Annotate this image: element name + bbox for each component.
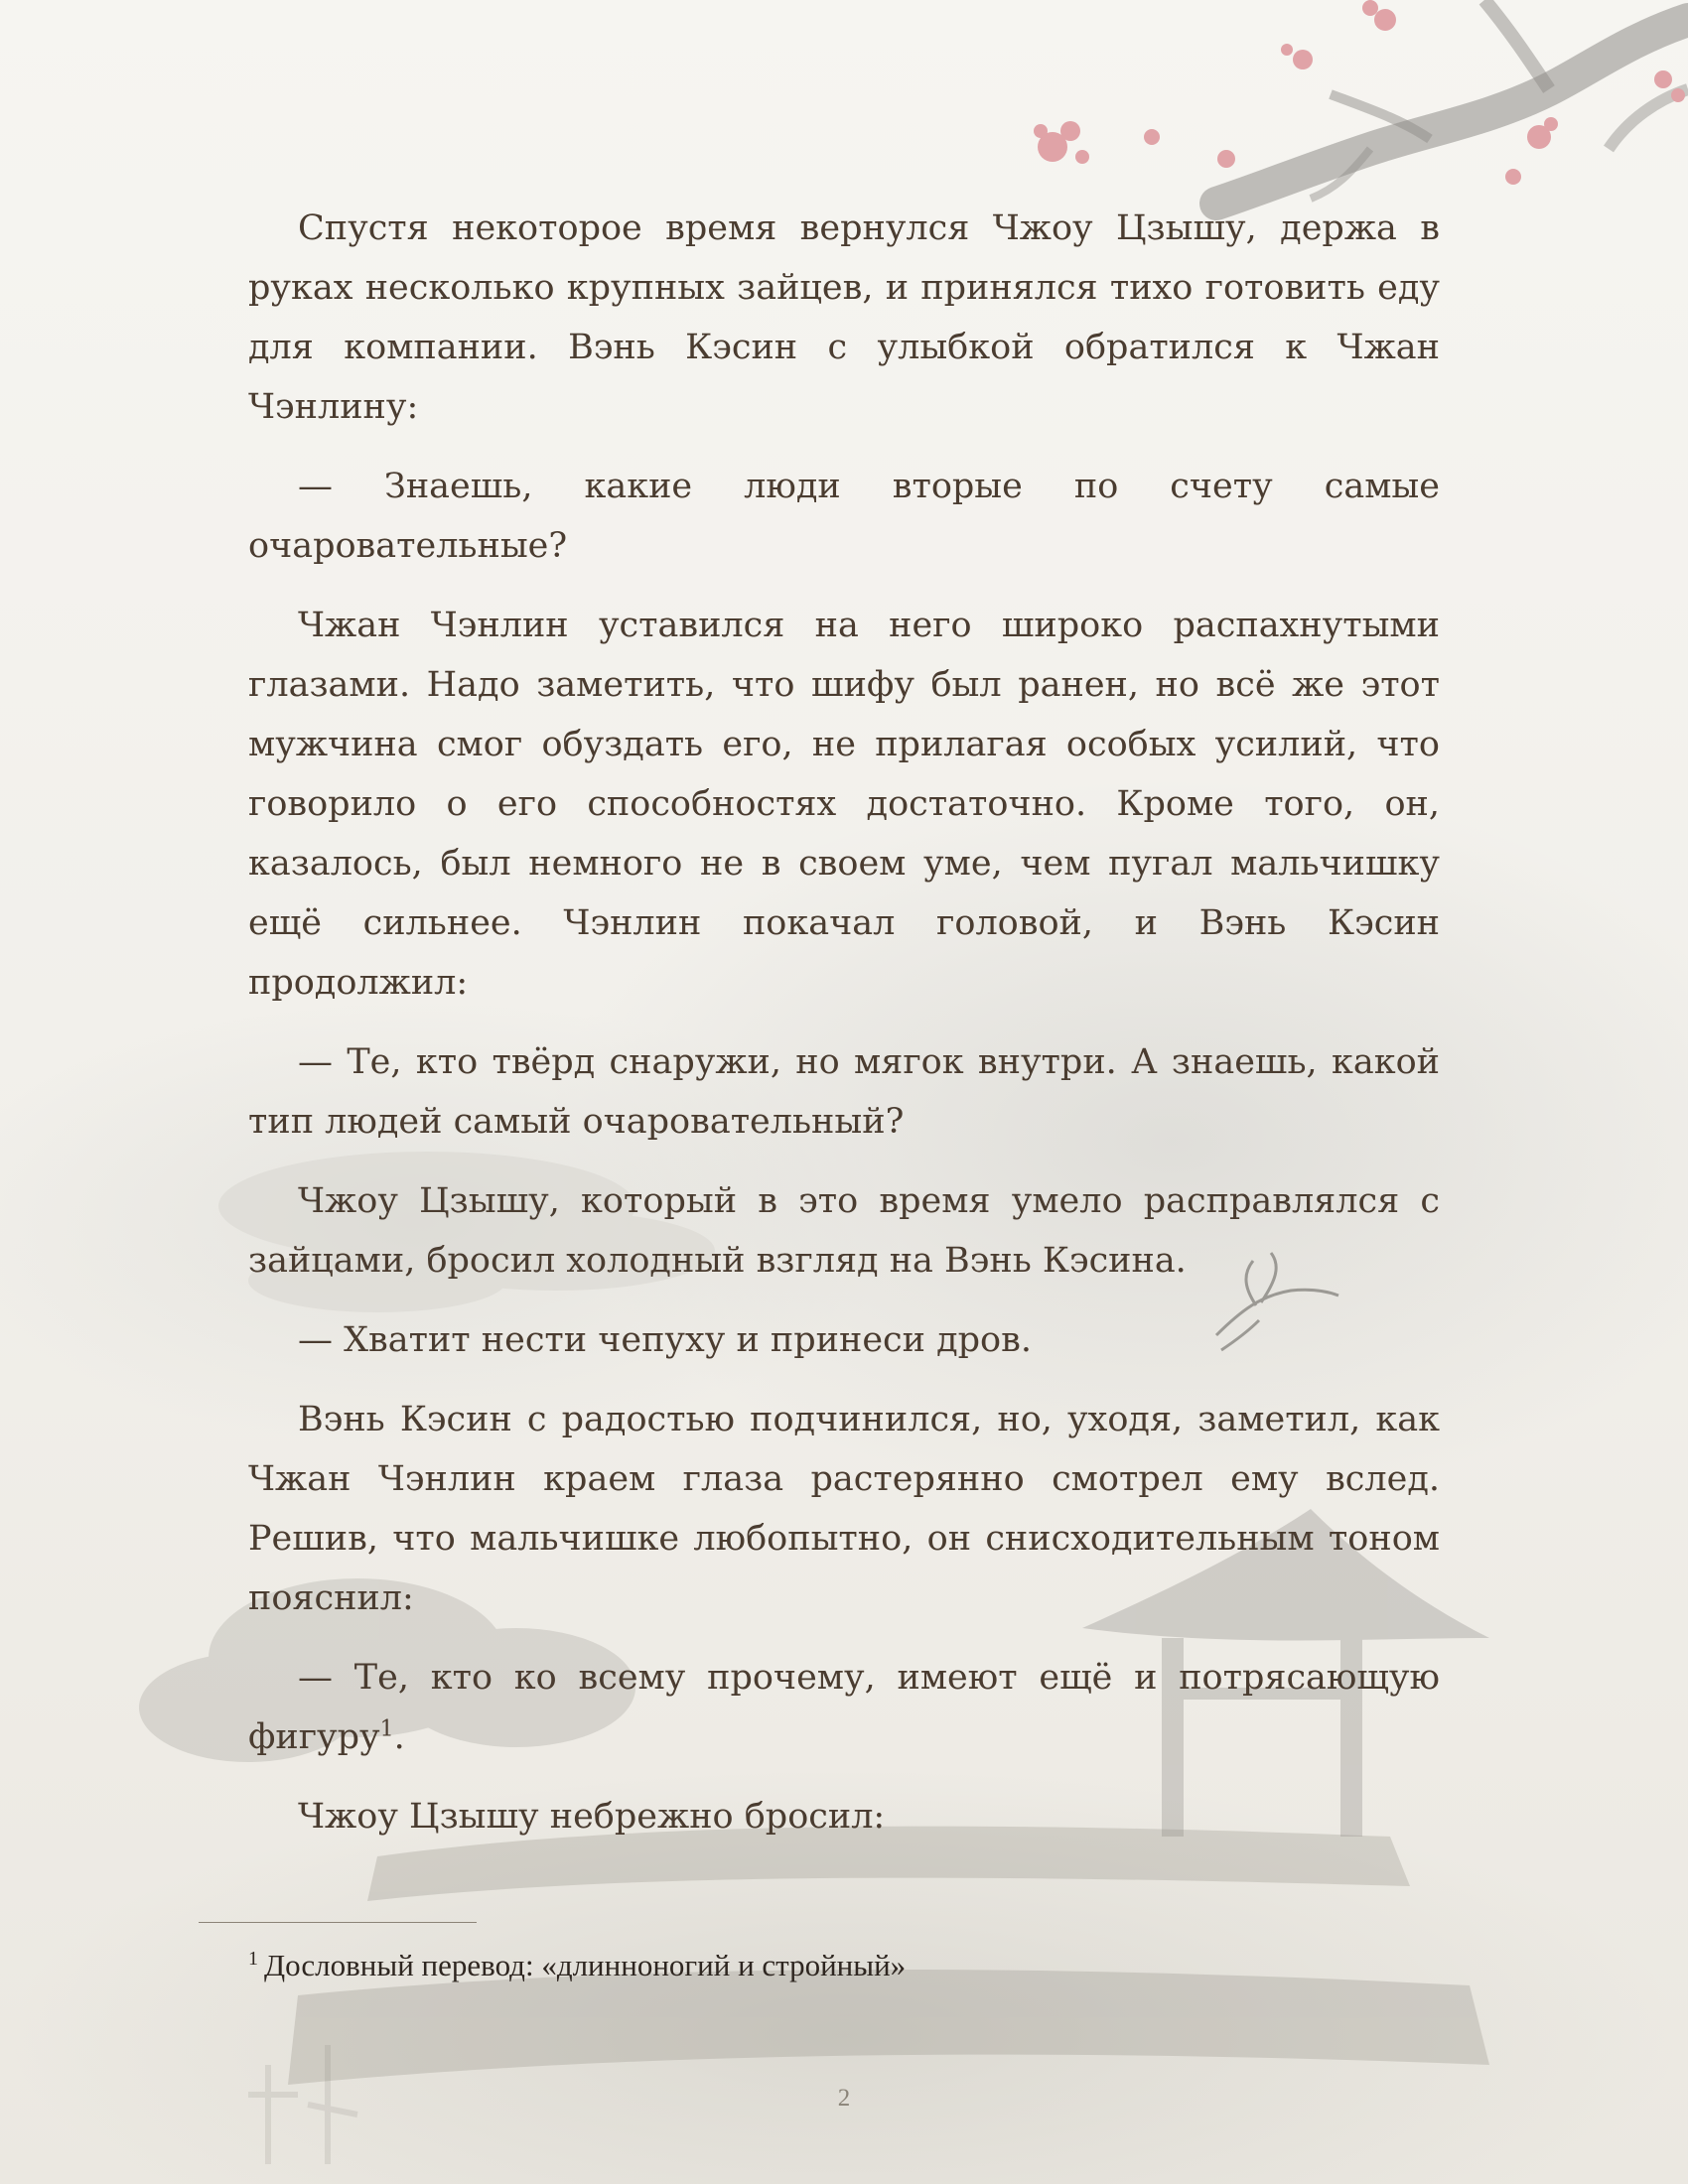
- paragraph-text: — Те, кто ко всему прочему, имеют ещё и потрясающую фигуру: [248, 1658, 1440, 1757]
- footnote-divider: [199, 1922, 477, 1923]
- paragraph: — Те, кто твёрд снаружи, но мягок внутри. А знаешь, какой тип людей самый очаровательный?: [248, 1042, 1440, 1142]
- paragraph: Спустя некоторое время вернулся Чжоу Цзышу, держа в руках несколько крупных зайцев, и принялся тихо готовить еду для компании. Вэнь Кэсин с улыбкой обратился к Чжан Чэнлину:: [248, 208, 1440, 427]
- page-number: 2: [837, 2085, 851, 2112]
- footnote-marker: 1: [248, 1947, 258, 1970]
- cherry-blossom-branch-icon: [1034, 0, 1688, 204]
- paragraph: Чжан Чэнлин уставился на него широко распахнутыми глазами. Надо заметить, что шифу был ранен, но всё же этот мужчина смог обуздать его, не прилагая особых усилий, что говорило о его способностях достаточно. Кроме того, он, казалось, был немного не в своем уме, чем пугал мальчишку ещё сильнее. Чэнлин покачал головой, и Вэнь Кэсин продолжил:: [248, 606, 1440, 1003]
- paragraph: Вэнь Кэсин с радостью подчинился, но, уходя, заметил, как Чжан Чэнлин краем глаза растерянно смотрел ему вслед. Решив, что мальчишке любопытно, он снисходительным тоном пояснил:: [248, 1400, 1440, 1618]
- main-text: [248, 199, 1440, 1866]
- paragraph: — Знаешь, какие люди вторые по счету самые очаровательные?: [248, 467, 1440, 566]
- paragraph: — Хватит нести чепуху и принеси дров.: [298, 1320, 1032, 1360]
- paragraph: Чжоу Цзышу небрежно бросил:: [298, 1797, 886, 1837]
- footnote-text: Дословный перевод: «длинноногий и стройный»: [264, 1948, 907, 1982]
- footnote-reference[interactable]: 1: [379, 1716, 394, 1742]
- footnote: [248, 1946, 1440, 1985]
- paragraph-tail: .: [393, 1717, 405, 1757]
- paragraph: Чжоу Цзышу, который в это время умело расправлялся с зайцами, бросил холодный взгляд на Вэнь Кэсина.: [248, 1181, 1440, 1281]
- paragraph-with-footnote: [248, 1648, 1440, 1767]
